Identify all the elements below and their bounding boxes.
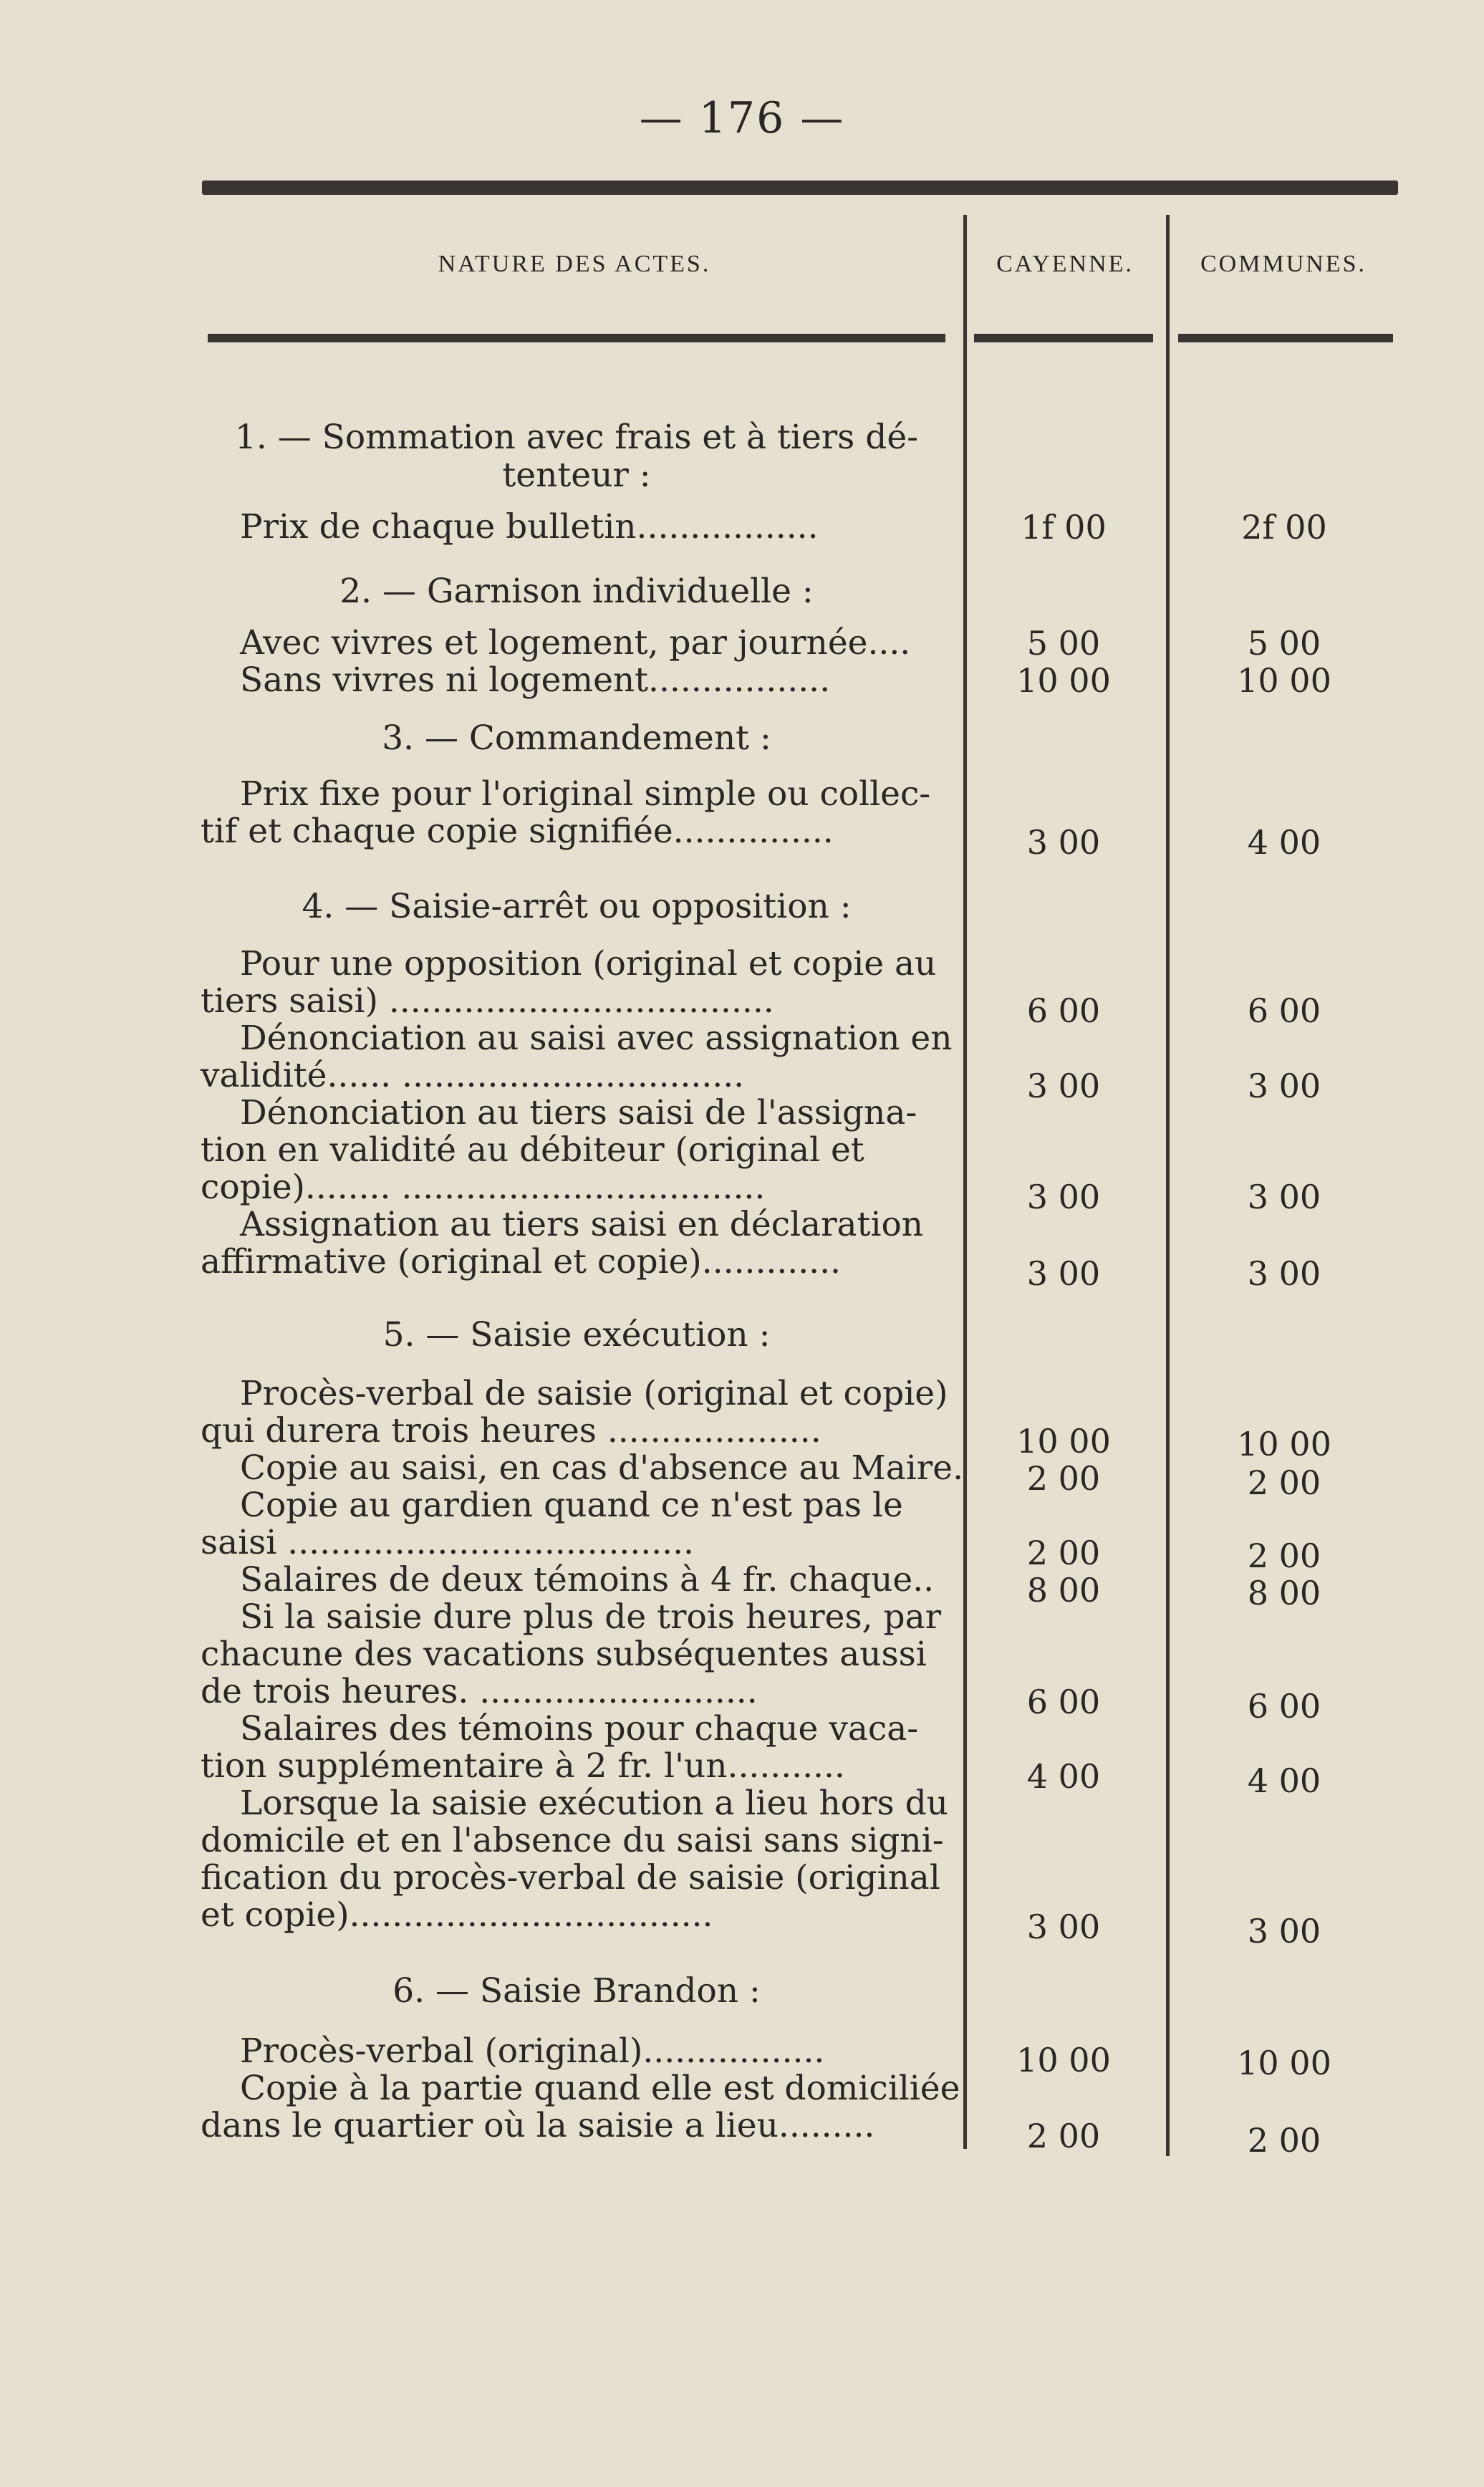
page-number: — 176 — [639, 93, 845, 143]
row-text: qui durera trois heures .................... [201, 1411, 822, 1451]
column-header-cayenne: CAYENNE. [996, 251, 1134, 277]
row-text: affirmative (original et copie)............. [201, 1242, 841, 1281]
row-text: Salaires des témoins pour chaque vaca- [240, 1709, 919, 1748]
communes-value: 6 00 [1247, 1687, 1321, 1726]
row-text: validité...... ................................ [201, 1056, 745, 1095]
row-text: Dénonciation au tiers saisi de l'assigna- [240, 1093, 917, 1132]
column-divider-left [963, 215, 967, 2149]
communes-value: 5 00 [1247, 624, 1321, 663]
row-text: Si la saisie dure plus de trois heures, par [240, 1597, 942, 1637]
section-4-title: 4. — Saisie-arrêt ou opposition : [302, 887, 852, 926]
cayenne-value: 10 00 [1016, 2041, 1111, 2079]
cayenne-value: 3 00 [1026, 1908, 1101, 1946]
row-text: Assignation au tiers saisi en déclaration [240, 1205, 924, 1244]
row-text: dans le quartier où la saisie a lieu......... [201, 2106, 875, 2145]
section-1-title: 1. — Sommation avec frais et à tiers dé- [234, 418, 919, 457]
cayenne-value: 2 00 [1026, 2117, 1101, 2155]
communes-value: 2 00 [1247, 1463, 1321, 1502]
communes-value: 3 00 [1247, 1912, 1321, 1950]
communes-value: 3 00 [1247, 1254, 1321, 1293]
cayenne-value: 5 00 [1026, 624, 1101, 663]
row-text: tif et chaque copie signifiée............... [201, 812, 834, 851]
cayenne-value: 3 00 [1026, 823, 1101, 862]
row-text: tiers saisi) .................................... [201, 981, 774, 1021]
cayenne-value: 6 00 [1026, 991, 1101, 1030]
row-text: tion supplémentaire à 2 fr. l'un........... [201, 1746, 845, 1786]
communes-value: 4 00 [1247, 823, 1321, 862]
row-text: Salaires de deux témoins à 4 fr. chaque.. [240, 1560, 935, 1600]
cayenne-value: 3 00 [1026, 1178, 1101, 1216]
communes-value: 10 00 [1237, 661, 1331, 700]
section-3-title: 3. — Commandement : [382, 718, 771, 758]
row-text: Sans vivres ni logement................. [240, 660, 831, 700]
row-text: Procès-verbal de saisie (original et copie) [240, 1374, 948, 1413]
section-6-title: 6. — Saisie Brandon : [392, 1971, 761, 2011]
header-rule-nature [208, 334, 945, 342]
row-text: Avec vivres et logement, par journée.... [240, 623, 911, 663]
row-text: Procès-verbal (original)................. [240, 2031, 825, 2071]
row-text: fication du procès-verbal de saisie (original [201, 1858, 940, 1897]
communes-value: 6 00 [1247, 991, 1321, 1030]
cayenne-value: 2 00 [1026, 1534, 1101, 1572]
communes-value: 4 00 [1247, 1761, 1321, 1800]
row-text: domicile et en l'absence du saisi sans signi- [201, 1821, 944, 1860]
row-text: tion en validité au débiteur (original et [201, 1130, 864, 1170]
cayenne-value: 6 00 [1026, 1683, 1101, 1721]
communes-value: 2 00 [1247, 1536, 1321, 1575]
communes-value: 3 00 [1247, 1067, 1321, 1105]
cayenne-value: 10 00 [1016, 661, 1111, 700]
cayenne-value: 3 00 [1026, 1254, 1101, 1293]
cayenne-value: 4 00 [1026, 1757, 1101, 1796]
row-text: Pour une opposition (original et copie au [240, 944, 937, 983]
communes-value: 10 00 [1237, 1425, 1331, 1463]
row-text: Prix fixe pour l'original simple ou collec- [240, 774, 931, 814]
communes-value: 2f 00 [1241, 508, 1327, 547]
header-rule-communes [1178, 334, 1393, 342]
section-5-title: 5. — Saisie exécution : [382, 1315, 771, 1355]
header-top-rule [202, 181, 1398, 195]
row-text: saisi ...................................... [201, 1523, 694, 1562]
row-text: Lorsque la saisie exécution a lieu hors du [240, 1784, 948, 1823]
column-header-communes: COMMUNES. [1200, 251, 1367, 277]
row-text: de trois heures. .......................... [201, 1672, 758, 1711]
section-1-title-cont: tenteur : [502, 456, 651, 495]
row-text: et copie).................................. [201, 1895, 713, 1935]
row-text: copie)........ .................................. [201, 1168, 766, 1207]
row-text: Copie à la partie quand elle est domiciliée [240, 2069, 960, 2108]
section-2-title: 2. — Garnison individuelle : [339, 572, 814, 611]
row-text: Prix de chaque bulletin................. [240, 507, 819, 547]
communes-value: 3 00 [1247, 1178, 1321, 1216]
cayenne-value: 1f 00 [1021, 508, 1107, 547]
cayenne-value: 8 00 [1026, 1571, 1101, 1610]
cayenne-value: 3 00 [1026, 1067, 1101, 1105]
row-text: Dénonciation au saisi avec assignation en [240, 1019, 953, 1058]
header-rule-cayenne [974, 334, 1153, 342]
column-header-nature: NATURE DES ACTES. [438, 251, 711, 277]
row-text: Copie au saisi, en cas d'absence au Maire. [240, 1448, 964, 1488]
communes-value: 8 00 [1247, 1574, 1321, 1612]
row-text: chacune des vacations subséquentes aussi [201, 1635, 927, 1674]
communes-value: 2 00 [1247, 2121, 1321, 2160]
cayenne-value: 10 00 [1016, 1422, 1111, 1461]
column-divider-right [1166, 215, 1170, 2156]
row-text: Copie au gardien quand ce n'est pas le [240, 1486, 903, 1525]
cayenne-value: 2 00 [1026, 1459, 1101, 1498]
communes-value: 10 00 [1237, 2044, 1331, 2082]
